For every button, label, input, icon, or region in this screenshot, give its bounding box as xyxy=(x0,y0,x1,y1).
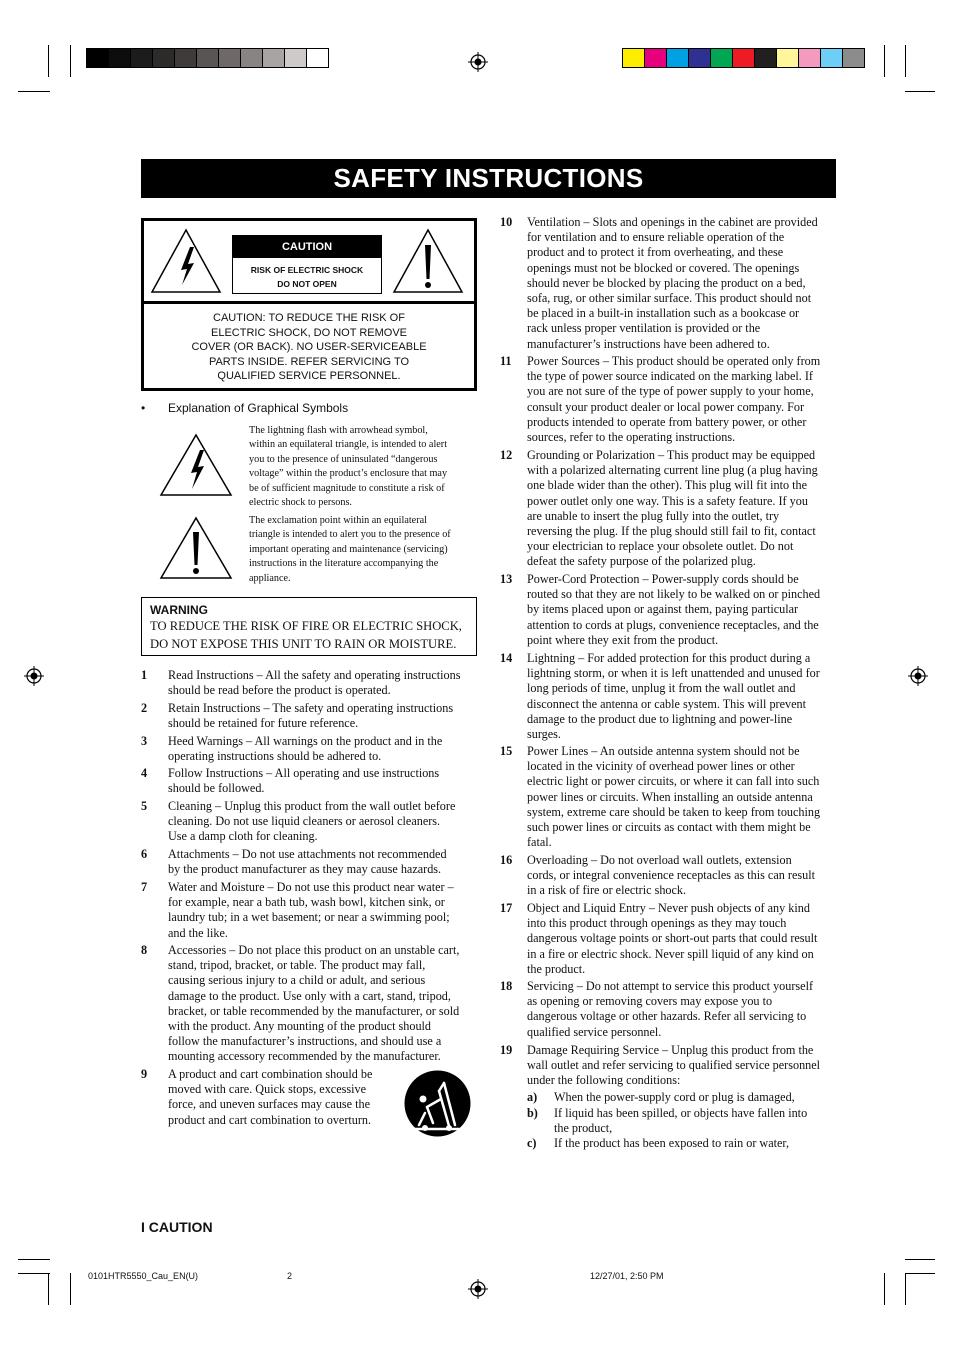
item-text-line: reversing the plug. If the plug should still fail to fit, contact xyxy=(527,524,816,539)
item-text-line: should be read before the product is operated. xyxy=(168,683,391,698)
divider xyxy=(144,301,474,304)
caution-line: PARTS INSIDE. REFER SERVICING TO xyxy=(208,355,410,368)
item-text-line: products intended to operate from battery power, or other xyxy=(527,414,807,429)
color-swatch xyxy=(798,48,821,68)
caution-line: COVER (OR BACK). NO USER-SERVICEABLE xyxy=(191,341,427,353)
instruction-item xyxy=(500,572,845,648)
warning-heading: WARNING xyxy=(150,603,208,617)
item-number: 11 xyxy=(500,354,512,368)
color-swatch xyxy=(666,48,689,68)
caution-badge xyxy=(232,235,382,294)
caution-badge-line: DO NOT OPEN xyxy=(277,279,337,289)
item-text-line: located in the vicinity of overhead power lines or other xyxy=(527,759,795,774)
item-text-line: should be followed. xyxy=(168,781,265,796)
instruction-item xyxy=(500,901,845,977)
page-title: SAFETY INSTRUCTIONS xyxy=(141,159,836,198)
item-number: 4 xyxy=(141,766,148,780)
item-number: c) xyxy=(527,1136,537,1150)
item-text-line: under the following conditions: xyxy=(527,1073,681,1088)
color-swatch xyxy=(710,48,733,68)
explanation-line: The exclamation point within an equilateral xyxy=(249,515,427,526)
color-swatch xyxy=(86,48,109,68)
registration-mark-icon xyxy=(908,666,928,686)
instruction-item xyxy=(527,1106,827,1136)
item-text-line: qualified service personnel. xyxy=(527,1024,662,1039)
color-swatch xyxy=(776,48,799,68)
item-text-line: attention to cords at plugs, convenience receptacles, and the xyxy=(527,617,819,632)
item-text-line: be placed in a built-in installation such as a bookcase or xyxy=(527,306,800,321)
color-swatch xyxy=(644,48,667,68)
item-text-line: follow the manufacturer’s instructions, and should use a xyxy=(168,1034,442,1049)
item-text-line: in a risk of fire or electric shock. xyxy=(527,883,687,898)
caution-label xyxy=(141,218,477,391)
item-text-line: cleaning. Do not use liquid cleaners or aerosol cleaners. xyxy=(168,814,441,829)
explanation-line: triangle is intended to alert you to the presence of xyxy=(249,529,451,541)
item-text-line: bracket, or table recommended by the manufacturer, or sold xyxy=(168,1003,460,1018)
exclamation-triangle-icon xyxy=(159,516,233,580)
section-footer: I CAUTION xyxy=(141,1219,213,1235)
item-text-line: routed so that they are not likely to be walked on or pinched xyxy=(527,587,821,602)
item-text-line: mounting accessory recommended by the manufacturer. xyxy=(168,1049,441,1064)
instruction-item xyxy=(141,734,481,764)
warning-line: TO REDUCE THE RISK OF FIRE OR ELECTRIC SHOCK, xyxy=(150,619,462,633)
item-text-line: defeat the safety purpose of the polarized plug. xyxy=(527,554,756,569)
instruction-item xyxy=(500,744,845,850)
item-text-line: Grounding or Polarization – This product may be equipped xyxy=(527,448,816,462)
item-text-line: operating instructions should be adhered to. xyxy=(168,749,382,764)
exclamation-explanation xyxy=(249,514,474,586)
item-text-line: should never be blocked by placing the product on a bed, xyxy=(527,275,806,290)
explanation-line: instructions in the literature accompanying the xyxy=(249,558,439,570)
item-text-line: sources, refer to the operating instructions. xyxy=(527,430,736,445)
page-number: 2 xyxy=(287,1271,293,1281)
item-text-line: If the product has been exposed to rain or water, xyxy=(554,1136,790,1150)
item-text-line: Attachments – Do not use attachments not recommended xyxy=(168,847,447,861)
item-number: 10 xyxy=(500,215,513,229)
item-text-line: as opening or removing covers may expose you to xyxy=(527,994,773,1009)
item-number: 6 xyxy=(141,847,148,861)
item-text-line: fatal. xyxy=(527,835,552,850)
color-swatch xyxy=(732,48,755,68)
item-text-line: manufacturer’s instructions have been adhered to. xyxy=(527,336,770,351)
item-text-line: power outlet only one way. This is a safety feature. If you xyxy=(527,493,808,508)
explanation-line: electric shock to persons. xyxy=(249,497,352,509)
item-number: 19 xyxy=(500,1043,513,1057)
item-text-line: laundry tub; in a wet basement; or near a swimming pool; xyxy=(168,910,450,925)
item-number: 12 xyxy=(500,448,513,462)
instruction-item xyxy=(500,448,845,570)
explanation-line: appliance. xyxy=(249,572,291,584)
cart-tip-over-icon xyxy=(403,1069,472,1138)
item-number: 2 xyxy=(141,701,148,715)
color-swatch xyxy=(262,48,285,68)
instruction-item xyxy=(141,847,481,877)
item-text-line: surges. xyxy=(527,727,561,742)
item-text-line: Use a damp cloth for cleaning. xyxy=(168,829,318,844)
item-text-line: for example, near a bath tub, wash bowl, kitchen sink, or xyxy=(168,895,445,910)
item-text-line: Damage Requiring Service – Unplug this product from the xyxy=(527,1043,814,1057)
caution-badge-header: CAUTION xyxy=(233,236,381,258)
item-text-line: system, extreme care should be taken to keep from touching xyxy=(527,804,821,819)
caution-text xyxy=(148,311,470,384)
file-name: 0101HTR5550_Cau_EN(U) xyxy=(88,1271,199,1281)
caution-line: QUALIFIED SERVICE PERSONNEL. xyxy=(217,370,401,382)
lightning-triangle-icon xyxy=(159,433,233,497)
instruction-item xyxy=(500,651,845,742)
color-swatch xyxy=(688,48,711,68)
explanation-line: important operating and maintenance (servicing) xyxy=(249,543,448,555)
lightning-triangle-icon xyxy=(150,227,222,295)
explanation-line: be of sufficient magnitude to constitute a risk of xyxy=(249,482,445,494)
color-swatch xyxy=(130,48,153,68)
item-text-line: point where they exit from the product. xyxy=(527,632,719,647)
registration-mark-icon xyxy=(468,52,488,72)
item-number: 8 xyxy=(141,943,148,957)
instruction-item xyxy=(500,1043,845,1089)
item-number: b) xyxy=(527,1106,538,1120)
instruction-item xyxy=(141,880,481,941)
item-text-line: by items placed upon or against them, paying particular xyxy=(527,602,799,617)
item-text-line: the product. xyxy=(527,961,586,976)
item-text-line: A product and cart combination should be xyxy=(168,1067,373,1081)
item-text-line: long periods of time, unplug it from the wall outlet and xyxy=(527,681,796,696)
item-text-line: stand, tripod, bracket, or table. The product may fall, xyxy=(168,958,426,973)
item-text-line: Overloading – Do not overload wall outlets, extension xyxy=(527,853,792,867)
item-text-line: Cleaning – Unplug this product from the wall outlet before xyxy=(168,799,456,813)
instruction-item xyxy=(500,354,845,445)
item-text-line: disconnect the antenna or cable system. This will prevent xyxy=(527,696,806,711)
item-text-line: your electrician to replace your obsolete outlet. Do not xyxy=(527,539,794,554)
instruction-item xyxy=(527,1090,827,1105)
item-text-line: electric light or power circuits, or where it can fall into such xyxy=(527,774,820,789)
item-text-line: Water and Moisture – Do not use this product near water – xyxy=(168,880,454,894)
item-text-line: lightning storm, or when it is left unattended and unused for xyxy=(527,666,820,681)
item-text-line: Power Sources – This product should be operated only from xyxy=(527,354,821,368)
color-swatch xyxy=(174,48,197,68)
caution-line: CAUTION: TO REDUCE THE RISK OF xyxy=(213,312,405,324)
color-swatch xyxy=(754,48,777,68)
symbols-heading xyxy=(141,401,349,416)
item-text-line: the type of power source indicated on the marking label. If xyxy=(527,369,813,384)
item-text-line: Object and Liquid Entry – Never push objects of any kind xyxy=(527,901,810,915)
item-text-line: damage to the product due to lightning and power-line xyxy=(527,711,793,726)
instruction-item xyxy=(141,799,481,845)
item-text-line: damage to the product. Use only with a cart, stand, tripod, xyxy=(168,988,451,1003)
symbols-heading-text: Explanation of Graphical Symbols xyxy=(168,401,349,415)
item-number: 14 xyxy=(500,651,513,665)
color-swatch xyxy=(218,48,241,68)
item-number: 3 xyxy=(141,734,148,748)
item-number: 17 xyxy=(500,901,513,915)
item-text-line: with a polarized alternating current line plug (a plug having xyxy=(527,463,818,478)
item-text-line: are unable to insert the plug fully into the outlet, try xyxy=(527,508,780,523)
item-number: 15 xyxy=(500,744,513,758)
instruction-item xyxy=(141,766,481,796)
item-text-line: Lightning – For added protection for this product during a xyxy=(527,651,811,665)
explanation-line: voltage” within the product’s enclosure that may xyxy=(249,468,448,480)
color-swatch xyxy=(284,48,307,68)
explanation-line: you to the presence of uninsulated “dangerous xyxy=(249,453,438,465)
color-swatch xyxy=(842,48,865,68)
item-text-line: you are not sure of the type of power supply to your home, xyxy=(527,384,814,399)
instruction-item xyxy=(141,701,481,731)
lightning-explanation xyxy=(249,424,474,510)
item-text-line: in a fire or electric shock. Never spill liquid of any kind on xyxy=(527,946,814,961)
color-swatch xyxy=(306,48,329,68)
warning-line: DO NOT EXPOSE THIS UNIT TO RAIN OR MOISTURE. xyxy=(150,636,457,651)
item-text-line: dangerous voltage or other hazards. Refer all servicing to xyxy=(527,1009,807,1024)
item-text-line: and the like. xyxy=(168,925,228,940)
item-number: 1 xyxy=(141,668,148,682)
warning-box xyxy=(141,597,477,656)
item-text-line: Servicing – Do not attempt to service this product yourself xyxy=(527,979,814,993)
item-text-line: causing serious injury to a child or adult, and serious xyxy=(168,973,426,988)
instruction-item xyxy=(527,1136,827,1151)
item-number: 18 xyxy=(500,979,513,993)
exclamation-triangle-icon xyxy=(392,227,464,295)
item-text-line: product and cart combination to overturn. xyxy=(168,1112,372,1127)
item-number: 16 xyxy=(500,853,513,867)
color-swatch xyxy=(240,48,263,68)
item-number: 9 xyxy=(141,1067,148,1081)
registration-mark-icon xyxy=(468,1279,488,1299)
caution-line: ELECTRIC SHOCK, DO NOT REMOVE xyxy=(211,326,407,339)
print-date: 12/27/01, 2:50 PM xyxy=(590,1271,664,1281)
item-text-line: wall outlet and refer servicing to qualified service personnel xyxy=(527,1058,821,1073)
item-text-line: force, and uneven surfaces may cause the xyxy=(168,1097,371,1112)
item-text-line: the product, xyxy=(554,1121,613,1136)
item-text-line: If liquid has been spilled, or objects have fallen into xyxy=(554,1106,808,1120)
item-text-line: cords, or integral convenience receptacles as this can result xyxy=(527,868,815,883)
item-text-line: Power-Cord Protection – Power-supply cords should be xyxy=(527,572,799,586)
item-number: 7 xyxy=(141,880,148,894)
item-text-line: Power Lines – An outside antenna system should not be xyxy=(527,744,800,758)
item-text-line: consult your product dealer or local power company. For xyxy=(527,399,805,414)
explanation-line: The lightning flash with arrowhead symbol, xyxy=(249,425,428,436)
instruction-item xyxy=(500,853,845,899)
color-swatch xyxy=(622,48,645,68)
item-text-line: for ventilation and to ensure reliable operation of the xyxy=(527,230,785,245)
item-text-line: Accessories – Do not place this product on an unstable cart, xyxy=(168,943,460,957)
item-text-line: by the product manufacturer as they may cause hazards. xyxy=(168,862,442,877)
item-text-line: one blade wider than the other). This plug will fit into the xyxy=(527,478,808,493)
item-text-line: When the power-supply cord or plug is damaged, xyxy=(554,1090,795,1104)
item-text-line: power lines or circuits. When installing an outside antenna xyxy=(527,789,813,804)
item-text-line: product and to protect it from overheating, and these xyxy=(527,245,784,260)
item-number: 5 xyxy=(141,799,148,813)
instruction-item xyxy=(500,979,845,1040)
item-text-line: dangerous voltage points or short-out parts that could result xyxy=(527,931,818,946)
item-number: a) xyxy=(527,1090,538,1104)
color-swatch xyxy=(108,48,131,68)
item-text-line: Follow Instructions – All operating and use instructions xyxy=(168,766,440,780)
item-text-line: rack unless proper ventilation is provided or the xyxy=(527,321,761,336)
item-text-line: Read Instructions – All the safety and operating instructions xyxy=(168,668,461,682)
item-text-line: Retain Instructions – The safety and operating instructions xyxy=(168,701,454,715)
item-text-line: openings must not be blocked or covered. The openings xyxy=(527,260,800,275)
bullet: • xyxy=(141,401,146,415)
item-text-line: into this product through openings as they may touch xyxy=(527,916,787,931)
instruction-item xyxy=(500,215,845,352)
color-swatch xyxy=(196,48,219,68)
item-text-line: Ventilation – Slots and openings in the cabinet are provided xyxy=(527,215,818,229)
item-text-line: moved with care. Quick stops, excessive xyxy=(168,1082,366,1097)
item-text-line: should be retained for future reference. xyxy=(168,716,359,731)
explanation-line: within an equilateral triangle, is intended to alert xyxy=(249,439,448,451)
color-swatch xyxy=(820,48,843,68)
color-swatch xyxy=(152,48,175,68)
item-text-line: such power lines or circuits as contact with them might be xyxy=(527,820,811,835)
instruction-item xyxy=(141,668,481,698)
item-text-line: with the product. Any mounting of the product should xyxy=(168,1019,432,1034)
item-text-line: Heed Warnings – All warnings on the product and in the xyxy=(168,734,443,748)
caution-badge-line: RISK OF ELECTRIC SHOCK xyxy=(250,265,364,275)
registration-mark-icon xyxy=(24,666,44,686)
item-text-line: sofa, rug, or other similar surface. This product should not xyxy=(527,291,812,306)
item-number: 13 xyxy=(500,572,513,586)
instruction-item xyxy=(141,943,481,1065)
